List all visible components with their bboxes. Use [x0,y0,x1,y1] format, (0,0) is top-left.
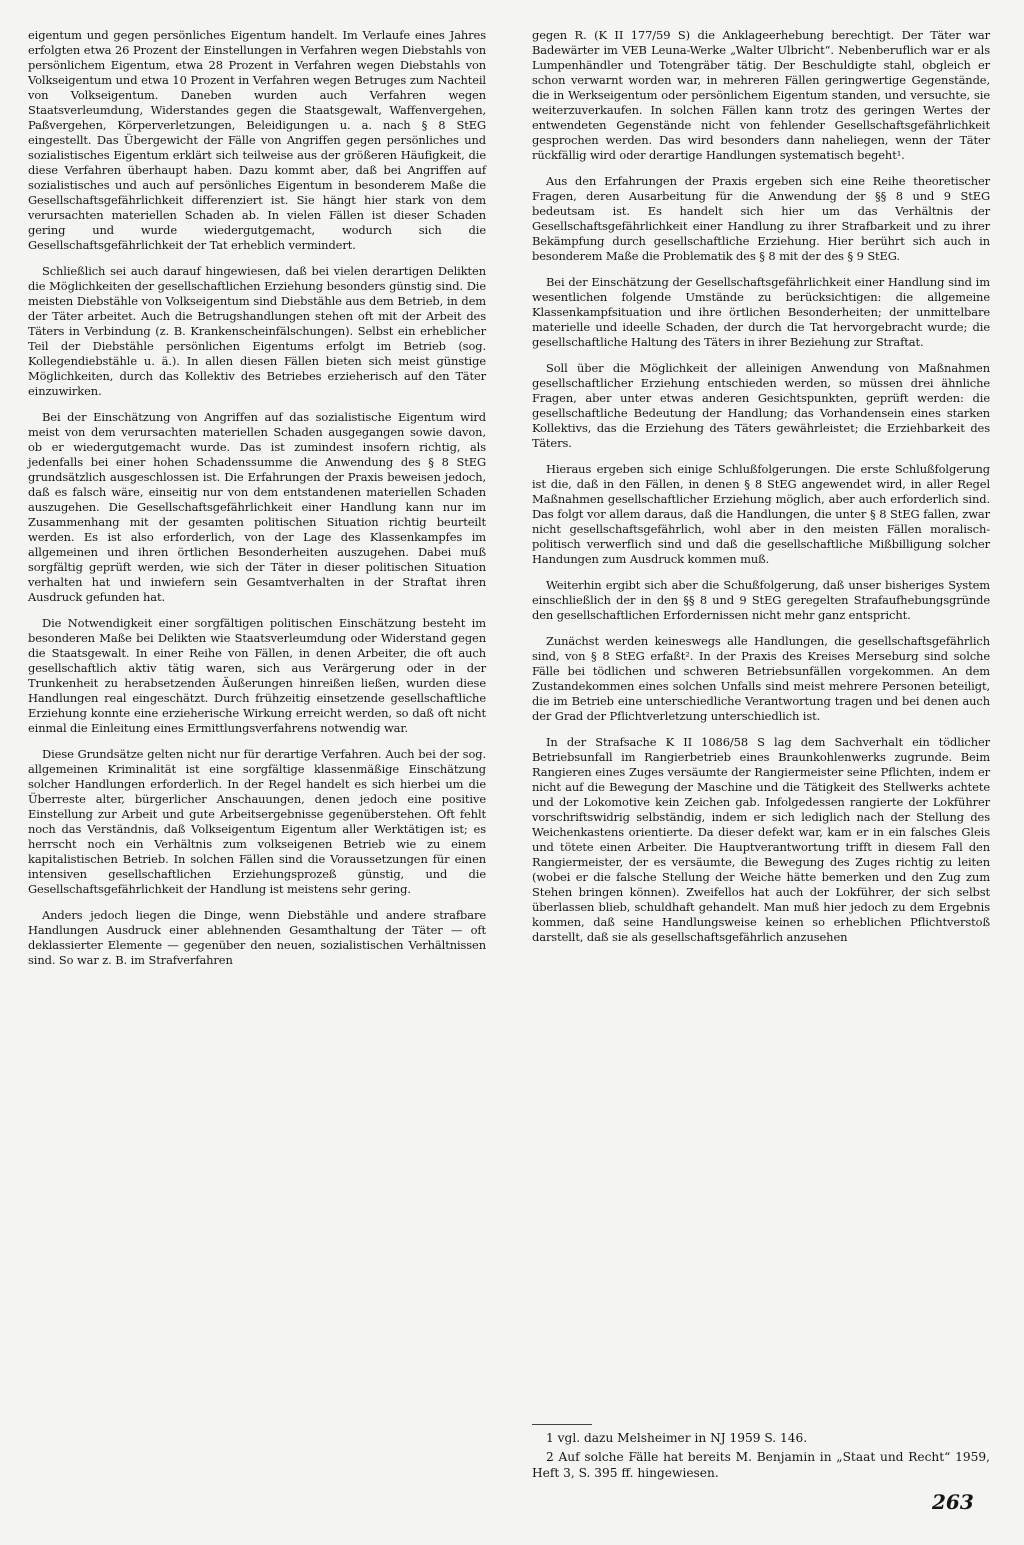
page-number: 263 [932,1490,974,1514]
paragraph: Zunächst werden keineswegs alle Handlungen, die gesellschaftsgefährlich sind, von § 8 StEG erfaßt². In der Praxis des Kreises Merseburg sind solche Fälle bei tödlichen und schweren Betriebsunfällen vorgekommen. An dem Zustandekommen eines solchen Unfalls sind meist mehrere Personen beteiligt, die im Betrieb eine unterschiedliche Verantwortung tragen und bei denen auch der Grad der Pflichtverletzung unterschiedlich ist. [532,634,990,723]
paragraph: Hieraus ergeben sich einige Schlußfolgerungen. Die erste Schlußfolgerung ist die, daß in den Fällen, in denen § 8 StEG angewendet wird, in aller Regel Maßnahmen gesellschaftlicher Erziehung möglich, aber auch erforderlich sind. Das folgt vor allem daraus, daß die Handlungen, die unter § 8 StEG fallen, zwar nicht gesellschaftsgefährlich, wohl aber in den meisten Fällen moralisch-politisch verwerflich sind und daß die gesellschaftliche Mißbilligung solcher Handungen zum Ausdruck kommen muß. [532,462,990,566]
footnote: 2 Auf solche Fälle hat bereits M. Benjamin in „Staat und Recht“ 1959, Heft 3, S. 395 ff. hingewiesen. [532,1450,990,1480]
paragraph: Aus den Erfahrungen der Praxis ergeben sich eine Reihe theoretischer Fragen, deren Ausarbeitung für die Anwendung der §§ 8 und 9 StEG bedeutsam ist. Es handelt sich hier um das Verhältnis der Gesellschaftsgefährlichkeit einer Handlung zu ihrer Strafbarkeit und zu ihrer Bekämpfung durch gesellschaftliche Erziehung. Hier berührt sich auch in besonderem Maße die Problematik des § 8 mit der des § 9 StEG. [532,174,990,263]
document-page [28,28,996,1518]
left-column [28,28,486,1518]
paragraph: Bei der Einschätzung der Gesellschaftsgefährlichkeit einer Handlung sind im wesentlichen folgende Umstände zu berücksichtigen: die allgemeine Klassenkampfsituation und ihre örtlichen Besonderheiten; der unmittelbare materielle und ideelle Schaden, der durch die Tat hervorgebracht wurde; die gesellschaftliche Haltung des Täters in ihrer Beziehung zur Straftat. [532,275,990,349]
paragraph: gegen R. (K II 177/59 S) die Anklageerhebung berechtigt. Der Täter war Badewärter im VEB Leuna-Werke „Walter Ulbricht“. Nebenberuflich war er als Lumpenhändler und Totengräber tätig. Der Beschuldigte stahl, obgleich er schon verwarnt worden war, in mehreren Fällen geringwertige Gegenstände, die in Werkseigentum oder persönlichem Eigentum standen, und versuchte, sie weiterzuverkaufen. In solchen Fällen kann trotz des geringen Wertes der entwendeten Gegenstände nicht von fehlender Gesellschaftsgefährlichkeit gesprochen werden. Das wird besonders dann naheliegen, wenn der Täter rückfällig wird oder derartige Handlungen systematisch begeht¹. [532,28,990,162]
paragraph: Bei der Einschätzung von Angriffen auf das sozialistische Eigentum wird meist von dem verursachten materiellen Schaden ausgegangen sowie davon, ob er wiedergutgemacht wurde. Das ist zumindest insofern richtig, als jedenfalls bei einer hohen Schadenssumme die Anwendung des § 8 StEG grundsätzlich ausgeschlossen ist. Die Erfahrungen der Praxis beweisen jedoch, daß es falsch wäre, einseitig nur von dem entstandenen materiellen Schaden auszugehen. Die Gesellschaftsgefährlichkeit einer Handlung kann nur im Zusammenhang mit der gesamten politischen Situation richtig beurteilt werden. Es ist also erforderlich, von der Lage des Klassenkampfes im allgemeinen und ihren örtlichen Besonderheiten auszugehen. Dabei muß sorgfältig geprüft werden, wie sich der Täter in dieser politischen Situation verhalten hat und inwiefern sein Gesamtverhalten in der Straftat ihren Ausdruck gefunden hat. [28,410,486,604]
paragraph: Weiterhin ergibt sich aber die Schußfolgerung, daß unser bisheriges System einschließlich der in den §§ 8 und 9 StEG geregelten Strafaufhebungsgründe den gesellschaftlichen Erfordernissen nicht mehr ganz entspricht. [532,578,990,622]
right-column [532,28,990,1518]
paragraph: Soll über die Möglichkeit der alleinigen Anwendung von Maßnahmen gesellschaftlicher Erziehung entschieden werden, so müssen drei ähnliche Fragen, aber unter etwas anderen Gesichtspunkten, geprüft werden: die gesellschaftliche Bedeutung der Handlung; das Vorhandensein eines starken Kollektivs, das die Erziehung des Täters gewährleistet; die Erziehbarkeit des Täters. [532,361,990,450]
footnote: 1 vgl. dazu Melsheimer in NJ 1959 S. 146. [546,1431,808,1445]
paragraph: eigentum und gegen persönliches Eigentum handelt. Im Verlaufe eines Jahres erfolgten etwa 26 Prozent der Einstellungen in Verfahren wegen Diebstahls von persönlichem Eigentum, etwa 28 Prozent in Verfahren wegen Diebstahls von Volkseigentum und etwa 10 Prozent in Verfahren wegen Betruges zum Nachteil von Volkseigentum. Daneben wurden auch Verfahren wegen Staatsverleumdung, Widerstandes gegen die Staatsgewalt, Waffenvergehen, Paßvergehen, Körperverletzungen, Beleidigungen u. a. nach § 8 StEG eingestellt. Das Übergewicht der Fälle von Angriffen gegen persönliches und sozialistisches Eigentum erklärt sich teilweise aus der größeren Häufigkeit, die diese Verfahren überhaupt haben. Dazu kommt aber, daß bei Angriffen auf sozialistisches und auch auf persönliches Eigentum in besonderem Maße die Gesellschaftsgefährlichkeit differenziert ist. Sie hängt hier stark von dem verursachten materiellen Schaden ab. In vielen Fällen ist dieser Schaden gering und wurde wiedergutgemacht, wodurch sich die Gesellschaftsgefährlichkeit der Tat erheblich vermindert. [28,28,486,252]
paragraph: Diese Grundsätze gelten nicht nur für derartige Verfahren. Auch bei der sog. allgemeinen Kriminalität ist eine sorgfältige klassenmäßige Einschätzung solcher Handlungen erforderlich. In der Regel handelt es sich hierbei um die Überreste alter, bürgerlicher Anschauungen, denen jedoch eine positive Einstellung zur Arbeit und gute Arbeitsergebnisse gegenüberstehen. Oft fehlt noch das Verständnis, daß Volkseigentum Eigentum aller Werktätigen ist; es herrscht noch ein Verhältnis zum volkseigenen Betrieb wie zu einem kapitalistischen Betrieb. In solchen Fällen sind die Voraussetzungen für einen intensiven gesellschaftlichen Erziehungsprozeß günstig, und die Gesellschaftsgefährlichkeit der Handlung ist meistens sehr gering. [28,747,486,896]
footnote-divider [532,1424,592,1425]
paragraph: In der Strafsache K II 1086/58 S lag dem Sachverhalt ein tödlicher Betriebsunfall im Rangierbetrieb eines Braunkohlenwerks zugrunde. Beim Rangieren eines Zuges versäumte der Rangiermeister seine Pflichten, indem er nicht auf die Bewegung der Maschine und die Tätigkeit des Stellwerks achtete und der Lokomotive kein Zeichen gab. Infolgedessen rangierte der Lokführer vorschriftswidrig selbständig, indem er sich lediglich nach der Stellung des Weichenkastens orientierte. Da dieser defekt war, kam er in ein falsches Gleis und tötete einen Arbeiter. Die Hauptverantwortung trifft in diesem Fall den Rangiermeister, der es versäumte, die Bewegung des Zuges richtig zu leiten (wobei er die falsche Stellung der Weiche hätte bemerken und den Zug zum Stehen bringen können). Zweifellos hat auch der Lokführer, der sich selbst überlassen blieb, schuldhaft gehandelt. Man muß hier jedoch zu dem Ergebnis kommen, daß seine Handlungsweise keinen so erheblichen Pflichtverstoß darstellt, daß sie als gesellschaftsgefährlich anzusehen [532,735,990,944]
footnotes [532,1430,990,1484]
paragraph: Schließlich sei auch darauf hingewiesen, daß bei vielen derartigen Delikten die Möglichkeiten der gesellschaftlichen Erziehung besonders günstig sind. Die meisten Diebstähle von Volkseigentum sind Diebstähle aus dem Betrieb, in dem der Täter arbeitet. Auch die Betrugshandlungen stehen oft mit der Arbeit des Täters in Verbindung (z. B. Krankenscheinfälschungen). Selbst ein erheblicher Teil der Diebstähle persönlichen Eigentums erfolgt im Betrieb (sog. Kollegendiebstähle u. ä.). In allen diesen Fällen bieten sich meist günstige Möglichkeiten, durch das Kollektiv des Betriebes erzieherisch auf den Täter einzuwirken. [28,264,486,398]
paragraph: Anders jedoch liegen die Dinge, wenn Diebstähle und andere strafbare Handlungen Ausdruck einer ablehnenden Gesamthaltung der Täter — oft deklassierter Elemente — gegenüber den neuen, sozialistischen Verhältnissen sind. So war z. B. im Strafverfahren [28,908,486,967]
paragraph: Die Notwendigkeit einer sorgfältigen politischen Einschätzung besteht im besonderen Maße bei Delikten wie Staatsverleumdung oder Widerstand gegen die Staatsgewalt. In einer Reihe von Fällen, in denen Arbeiter, die oft auch gesellschaftlich aktiv tätig waren, sich aus Verärgerung oder in der Trunkenheit zu herabsetzenden Äußerungen hinreißen ließen, wurden diese Handlungen real eingeschätzt. Durch frühzeitig einsetzende gesellschaftliche Erziehung konnte eine erzieherische Wirkung erreicht werden, so daß oft nicht einmal die Einleitung eines Ermittlungsverfahrens notwendig war. [28,616,486,735]
